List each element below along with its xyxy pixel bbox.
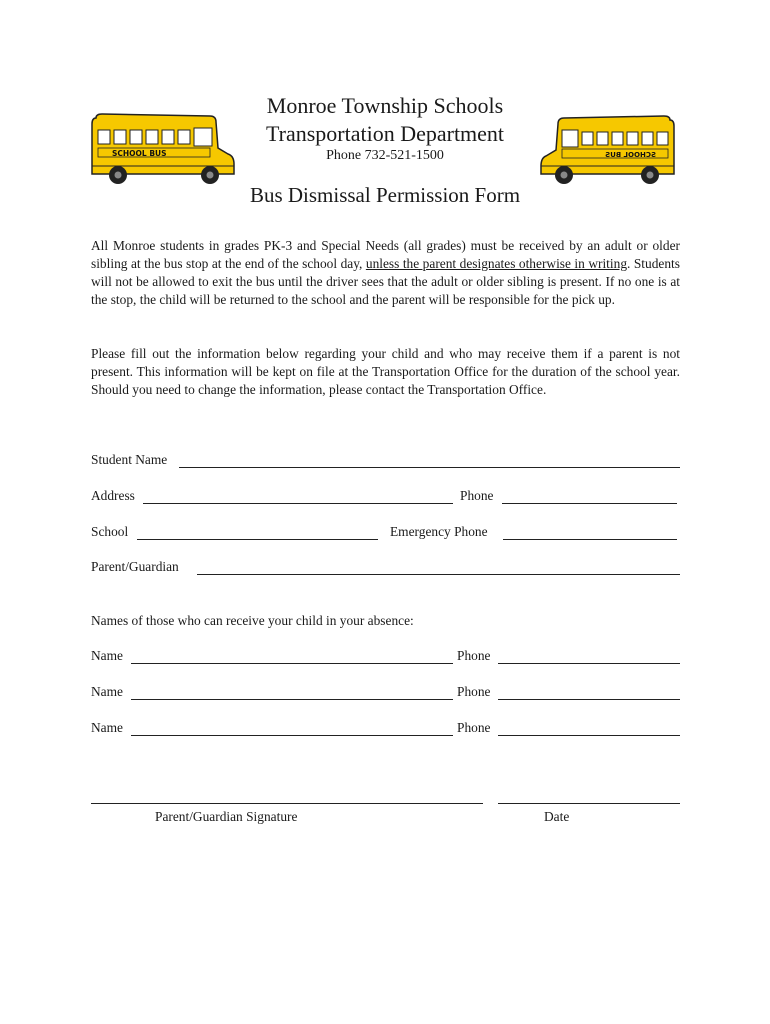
receiver-phone-field[interactable]	[498, 663, 680, 664]
policy-text-end: . Students will not be allowed to exit the bus until the driver sees that the adult or older sibling is present. If no one is at the stop, the child will be returned to the school and the parent will be responsible for the pick up.	[91, 256, 680, 307]
receiver-row	[91, 720, 680, 740]
address-field[interactable]	[143, 503, 453, 504]
receiver-phone-label: Phone	[457, 684, 491, 699]
phone-label: Phone	[460, 488, 494, 503]
instructions-paragraph: Please fill out the information below regarding your child and who may receive them if a parent is not present. This information will be kept on file at the Transportation Office for the duration of the school year. Should you need to change the information, please contact the Transportation Office.	[91, 346, 680, 397]
emergency-phone-field[interactable]	[503, 539, 677, 540]
receiver-phone-field[interactable]	[498, 735, 680, 736]
department-heading: Transportation Department	[265, 121, 505, 146]
date-field[interactable]	[498, 803, 680, 804]
student-name-row	[91, 452, 680, 472]
receiver-phone-label: Phone	[457, 720, 491, 735]
emergency-phone-label: Emergency Phone	[390, 524, 488, 539]
form-title: Bus Dismissal Permission Form	[249, 183, 521, 207]
receiver-row	[91, 684, 680, 704]
signature-field[interactable]	[91, 803, 483, 804]
receiver-name-field[interactable]	[131, 699, 453, 700]
receiver-name-label: Name	[91, 648, 123, 663]
signature-label: Parent/Guardian Signature	[155, 809, 298, 824]
school-name-heading: Monroe Township Schools	[266, 93, 504, 118]
policy-text-start: All Monroe students in grades PK-3 and Special Needs (all grades) must be received by an adult or older sibling at the bus stop at the end of the school day,	[91, 238, 680, 271]
policy-text-underlined: unless the parent designates otherwise in writing	[365, 256, 628, 271]
policy-paragraph	[91, 237, 680, 309]
parent-guardian-row	[91, 559, 680, 579]
address-label: Address	[91, 488, 135, 503]
student-name-field[interactable]	[179, 467, 680, 468]
receiver-phone-label: Phone	[457, 648, 491, 663]
school-label: School	[91, 524, 129, 539]
receiver-name-label: Name	[91, 720, 123, 735]
parent-guardian-label: Parent/Guardian	[91, 559, 179, 574]
phone-field[interactable]	[502, 503, 677, 504]
receiver-row	[91, 648, 680, 668]
receiver-name-field[interactable]	[131, 735, 453, 736]
bus-left-label: SCHOOL BUS	[112, 149, 167, 158]
receiver-phone-field[interactable]	[498, 699, 680, 700]
date-label: Date	[544, 809, 570, 824]
school-field[interactable]	[137, 539, 378, 540]
department-phone: Phone 732-521-1500	[326, 148, 444, 163]
receiver-name-field[interactable]	[131, 663, 453, 664]
school-row	[91, 524, 680, 544]
address-row	[91, 488, 680, 508]
receiver-name-label: Name	[91, 684, 123, 699]
bus-right-label: SCHOOL BUS	[605, 151, 656, 159]
parent-guardian-field[interactable]	[197, 574, 680, 575]
receivers-heading: Names of those who can receive your child in your absence:	[91, 613, 414, 628]
student-name-label: Student Name	[91, 452, 168, 467]
